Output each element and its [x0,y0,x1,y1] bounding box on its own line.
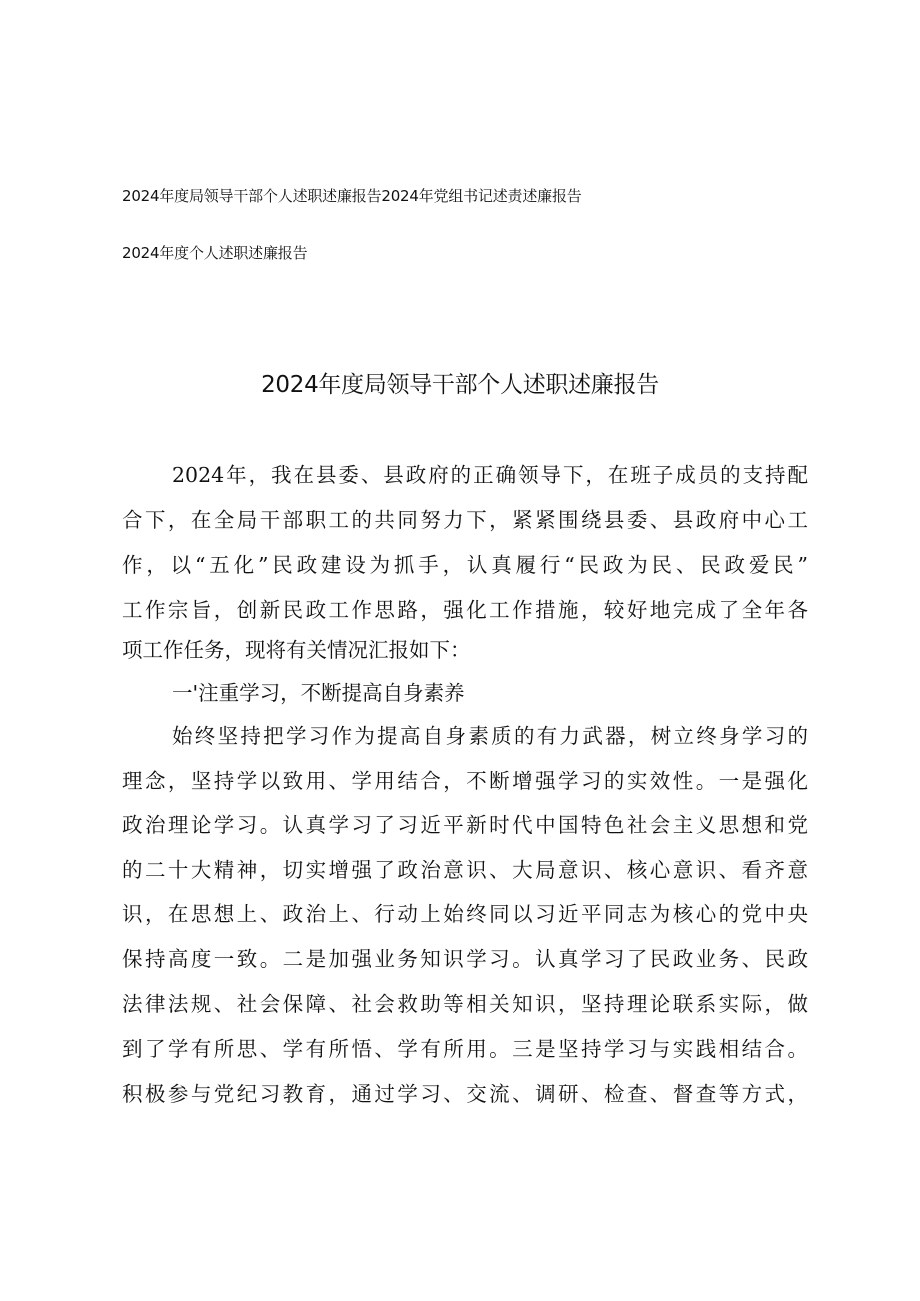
paragraph-line: 理念，坚持学以致用、学用结合，不断增强学习的实效性。一是强化 [122,769,808,793]
paragraph-line: 作，以“五化”民政建设为抓手，认真履行“民政为民、民政爱民” [122,553,808,577]
paragraph-line: 2024年，我在县委、县政府的正确领导下，在班子成员的支持配 [172,463,808,487]
paragraph-line: 识，在思想上、政治上、行动上始终同以习近平同志为核心的党中央 [122,902,808,926]
paragraph-line: 始终坚持把学习作为提高自身素质的有力武器，树立终身学习的 [172,724,808,748]
paragraph-line: 积极参与党纪习教育，通过学习、交流、调研、检查、督查等方式， [122,1082,808,1106]
document-title: 2024年度局领导干部个人述职述廉报告 [261,372,659,398]
paragraph-line: 到了学有所思、学有所悟、学有所用。三是坚持学习与实践相结合。 [122,1037,808,1061]
paragraph-line: 政治理论学习。认真学习了习近平新时代中国特色社会主义思想和党 [122,813,808,837]
paragraph-line: 保持高度一致。二是加强业务知识学习。认真学习了民政业务、民政 [122,947,808,971]
paragraph-line: 法律法规、社会保障、社会救助等相关知识，坚持理论联系实际，做 [122,992,808,1016]
paragraph-line: 项工作任务，现将有关情况汇报如下： [122,638,471,662]
toc-entry[interactable]: 2024年度个人述职述廉报告 [122,244,308,262]
section-heading: 一'注重学习，不断提高自身素养 [172,681,465,705]
paragraph-line: 合下，在全局干部职工的共同努力下，紧紧围绕县委、县政府中心工 [122,508,808,532]
toc-entry[interactable]: 2024年度局领导干部个人述职述廉报告2024年党组书记述责述廉报告 [122,187,582,205]
paragraph-line: 工作宗旨，创新民政工作思路，强化工作措施，较好地完成了全年各 [122,598,808,622]
paragraph-line: 的二十大精神，切实增强了政治意识、大局意识、核心意识、看齐意 [122,858,808,882]
